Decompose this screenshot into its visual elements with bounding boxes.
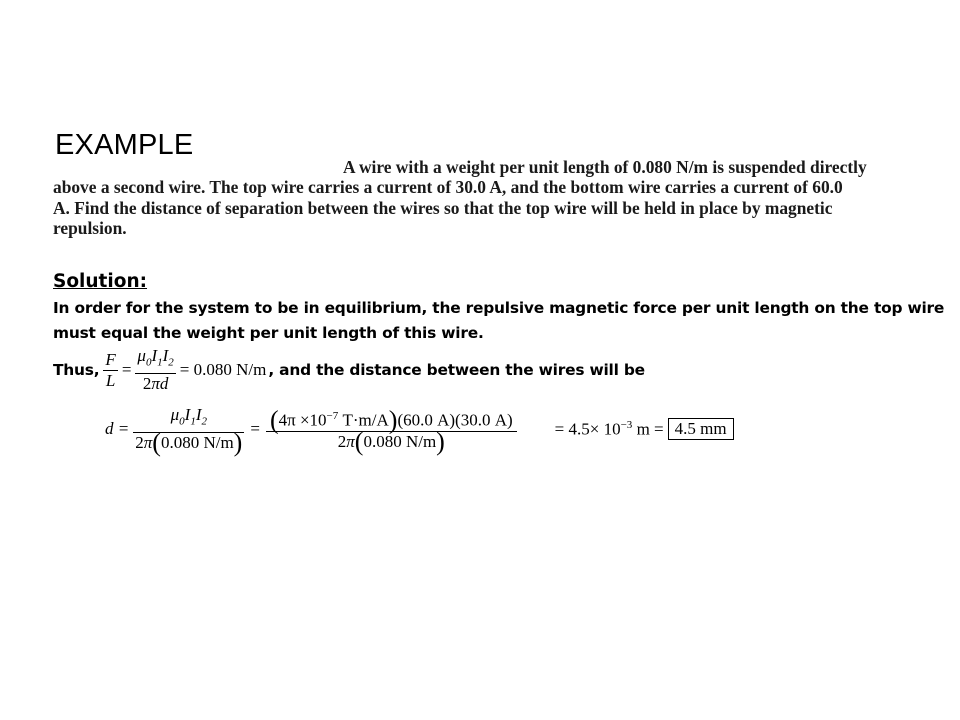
denominator-weight: 0.080 N/m	[160, 432, 234, 452]
result-mantissa: = 4.5× 10	[554, 419, 621, 439]
fraction-numeric-substitution: $\frac{(4\pi \times 10^{-7} T\cdot m/A)(60.0 A)(30.0 A)}{2\pi(0.080 N/m)}$	[266, 406, 517, 452]
fraction-distance-formula: $\frac{\mu_0I_1I_2}{2\pi(0.080 N/m)}$	[135, 405, 243, 457]
fraction-numerator: F	[105, 349, 116, 369]
solution-line-2: must equal the weight per unit length of this wire.	[53, 324, 484, 342]
thus-label: Thus,	[53, 361, 100, 379]
problem-line-4: repulsion.	[53, 218, 127, 238]
permeability-unit: T·m/A	[338, 410, 389, 430]
result-value	[555, 419, 664, 440]
example-heading: EXAMPLE	[55, 129, 194, 161]
problem-line-1: A wire with a weight per unit length of 0.080 N/m is suspended directly	[343, 157, 867, 177]
solution-title: Solution:	[53, 271, 148, 292]
fraction-denominator: L	[105, 370, 116, 390]
equation-force-per-length: Thus, $\frac{F}{L}$ = $\frac{\mu_0I_1I_2}{2\pi d}$ = 0.080 N/m , and the distance between the wires will be	[53, 346, 645, 393]
boxed-answer: 4.5 mm	[668, 418, 734, 440]
problem-line-2: above a second wire. The top wire carries a current of 30.0 A, and the bottom wire carries a current of 60.0	[53, 177, 843, 197]
currents-product: (60.0 A)(30.0 A)	[397, 410, 513, 430]
problem-line-3: A. Find the distance of separation between the wires so that the top wire will be held in place by magnetic	[53, 198, 833, 218]
permeability-exponent: −7	[326, 410, 339, 423]
fraction-f-over-l	[103, 350, 117, 391]
distance-lhs: d =	[105, 419, 130, 438]
fraction-mu-i1-i2: $\frac{\mu_0I_1I_2}{2\pi d}$	[137, 346, 174, 393]
thus-tail: , and the distance between the wires will be	[268, 361, 645, 379]
equation-distance: d = $\frac{\mu_0I_1I_2}{2\pi(0.080 N/m)}$ = $\frac{(4\pi \times 10^{-7} T\cdot m/A)(60.0 A)(30.0 A)}{2\pi(0.080 N/m)}$ = $4.5\times 10^{-3}$ m = 4.5 mm	[105, 398, 734, 460]
solution-line-1: In order for the system to be in equilibrium, the repulsive magnetic force per unit length on the top wire	[53, 299, 945, 317]
permeability-value: 4π ×10	[278, 410, 327, 430]
denominator-weight-2: 0.080 N/m	[363, 431, 437, 451]
weight-value: = 0.080 N/m	[179, 360, 267, 379]
result-exponent: −3	[620, 418, 633, 431]
result-unit: m =	[632, 419, 664, 439]
